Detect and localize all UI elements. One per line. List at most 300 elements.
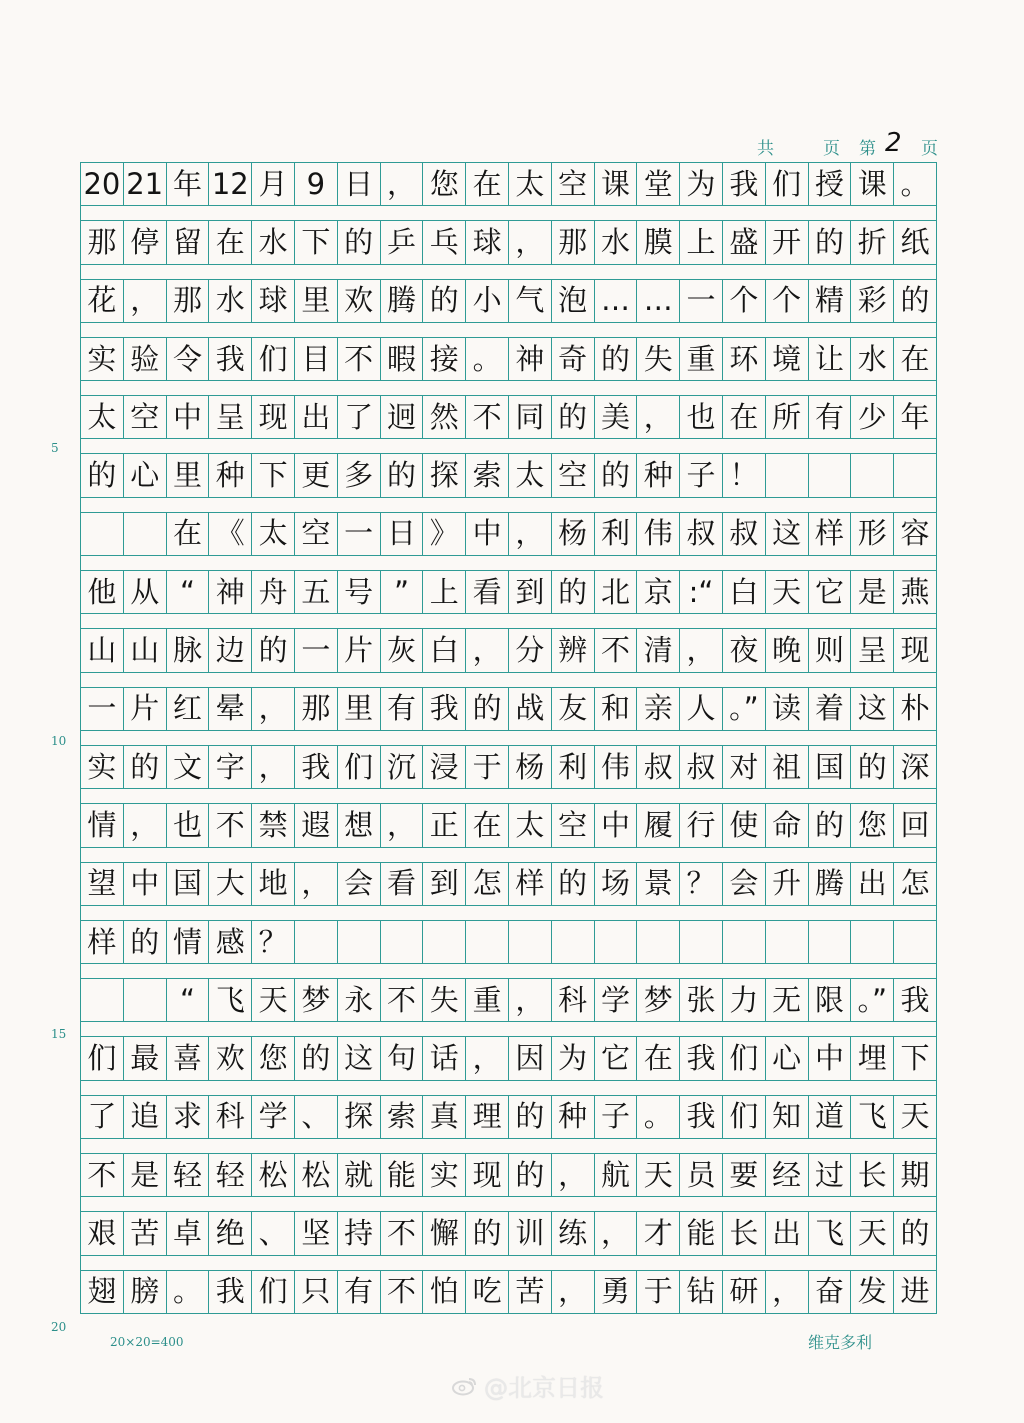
grid-cell: 子 xyxy=(680,454,723,496)
grid-cell: 大 xyxy=(209,863,252,905)
grid-cell: 脉 xyxy=(167,629,210,671)
grid-cell: 学 xyxy=(595,979,638,1021)
grid-cell: 会 xyxy=(723,863,766,905)
grid-cell: 的 xyxy=(809,221,852,263)
weibo-icon xyxy=(452,1376,478,1396)
grid-cell xyxy=(809,921,852,963)
grid-cell: 情 xyxy=(167,921,210,963)
grid-cell: 要 xyxy=(723,1154,766,1196)
grid-cell: 行 xyxy=(680,804,723,846)
grid-cell: 研 xyxy=(723,1271,766,1313)
row-gap xyxy=(80,906,937,920)
grid-cell: 景 xyxy=(637,863,680,905)
grid-cell: 我 xyxy=(723,163,766,205)
grid-cell: 和 xyxy=(595,688,638,730)
grid-cell: 这 xyxy=(338,1037,381,1079)
grid-cell: 中 xyxy=(809,1037,852,1079)
grid-cell: 样 xyxy=(809,513,852,555)
grid-row xyxy=(80,862,937,906)
grid-cell: 接 xyxy=(423,338,466,380)
grid-cell: 战 xyxy=(509,688,552,730)
grid-cell: 练 xyxy=(552,1212,595,1254)
grid-cell: 了 xyxy=(338,396,381,438)
grid-cell xyxy=(381,921,424,963)
brand-label: 维克多利 xyxy=(808,1333,873,1352)
grid-cell: 有 xyxy=(381,688,424,730)
grid-cell: 心 xyxy=(766,1037,809,1079)
grid-cell: ” xyxy=(381,571,424,613)
row-gap xyxy=(80,381,937,395)
grid-cell: 为 xyxy=(680,163,723,205)
grid-cell: 21 xyxy=(124,163,167,205)
grid-cell: 的 xyxy=(295,1037,338,1079)
grid-cell: 上 xyxy=(680,221,723,263)
grid-cell: 感 xyxy=(209,921,252,963)
grid-cell: 奋 xyxy=(809,1271,852,1313)
grid-cell: 神 xyxy=(509,338,552,380)
grid-cell: 让 xyxy=(809,338,852,380)
grid-cell: 中 xyxy=(466,513,509,555)
grid-cell: ， xyxy=(381,163,424,205)
grid-cell: 里 xyxy=(295,280,338,322)
grid-cell: 苦 xyxy=(509,1271,552,1313)
grid-cell: 艰 xyxy=(81,1212,124,1254)
grid-cell: 们 xyxy=(766,163,809,205)
grid-cell: 国 xyxy=(809,746,852,788)
grid-cell: 停 xyxy=(124,221,167,263)
grid-cell: 您 xyxy=(851,804,894,846)
grid-cell: ， xyxy=(552,1271,595,1313)
grid-cell: 白 xyxy=(723,571,766,613)
grid-cell: 日 xyxy=(381,513,424,555)
grid-cell: 也 xyxy=(167,804,210,846)
grid-cell: 梦 xyxy=(295,979,338,1021)
row-gap xyxy=(80,439,937,453)
total-label: 共 xyxy=(757,139,774,159)
grid-cell xyxy=(851,921,894,963)
grid-cell: 则 xyxy=(809,629,852,671)
row-gap xyxy=(80,789,937,803)
line-number-15: 15 xyxy=(51,1027,67,1041)
grid-cell: 令 xyxy=(167,338,210,380)
grid-cell: “ xyxy=(167,571,210,613)
grid-cell: 叔 xyxy=(723,513,766,555)
grid-cell: 长 xyxy=(723,1212,766,1254)
grid-row xyxy=(80,337,937,381)
grid-cell: 在 xyxy=(167,513,210,555)
grid-cell: 的 xyxy=(381,454,424,496)
grid-cell: 9 xyxy=(295,163,338,205)
grid-cell xyxy=(894,454,937,496)
grid-cell: 验 xyxy=(124,338,167,380)
grid-cell: 埋 xyxy=(851,1037,894,1079)
grid-cell xyxy=(851,454,894,496)
grid-cell: ？ xyxy=(252,921,295,963)
grid-cell: 使 xyxy=(723,804,766,846)
row-gap xyxy=(80,673,937,687)
grid-cell: 堂 xyxy=(637,163,680,205)
grid-cell: 的 xyxy=(509,1154,552,1196)
grid-cell: 彩 xyxy=(851,280,894,322)
grid-cell: 探 xyxy=(423,454,466,496)
grid-cell: 他 xyxy=(81,571,124,613)
grid-cell: 松 xyxy=(295,1154,338,1196)
grid-row xyxy=(80,279,937,323)
row-gap xyxy=(80,206,937,220)
grid-cell: 太 xyxy=(509,454,552,496)
grid-cell: 友 xyxy=(552,688,595,730)
grid-cell: 舟 xyxy=(252,571,295,613)
grid-cell: 字 xyxy=(209,746,252,788)
grid-cell: ， xyxy=(466,629,509,671)
grid-cell: 深 xyxy=(894,746,937,788)
grid-cell: 盛 xyxy=(723,221,766,263)
grid-cell: 最 xyxy=(124,1037,167,1079)
grid-cell: 留 xyxy=(167,221,210,263)
line-number-10: 10 xyxy=(51,734,67,748)
grid-cell: 实 xyxy=(423,1154,466,1196)
grid-cell: 真 xyxy=(423,1096,466,1138)
grid-cell: 话 xyxy=(423,1037,466,1079)
grid-cell: 想 xyxy=(338,804,381,846)
grid-cell: 坚 xyxy=(295,1212,338,1254)
grid-cell: 种 xyxy=(209,454,252,496)
grid-cell: 呈 xyxy=(209,396,252,438)
grid-cell: 不 xyxy=(381,1271,424,1313)
grid-cell: 出 xyxy=(851,863,894,905)
grid-cell: 空 xyxy=(124,396,167,438)
grid-cell: 出 xyxy=(766,1212,809,1254)
grid-cell: ， xyxy=(552,1154,595,1196)
grid-cell: 的 xyxy=(595,454,638,496)
grid-cell: 心 xyxy=(124,454,167,496)
grid-cell: 知 xyxy=(766,1096,809,1138)
grid-cell xyxy=(509,921,552,963)
grid-cell: 轻 xyxy=(209,1154,252,1196)
grid-cell: 年 xyxy=(167,163,210,205)
grid-row xyxy=(80,453,937,497)
grid-cell: 在 xyxy=(466,804,509,846)
grid-cell: 晚 xyxy=(766,629,809,671)
grid-cell: 到 xyxy=(509,571,552,613)
grid-cell: 叔 xyxy=(680,513,723,555)
grid-cell: 在 xyxy=(209,221,252,263)
grid-cell: 。 xyxy=(167,1271,210,1313)
grid-row xyxy=(80,745,937,789)
grid-cell: 科 xyxy=(209,1096,252,1138)
grid-cell: 我 xyxy=(295,746,338,788)
grid-cell: 的 xyxy=(252,629,295,671)
grid-cell: 的 xyxy=(466,688,509,730)
grid-row xyxy=(80,687,937,731)
grid-cell: 12 xyxy=(209,163,252,205)
grid-cell: 了 xyxy=(81,1096,124,1138)
grid-cell: 探 xyxy=(338,1096,381,1138)
grid-cell: ， xyxy=(252,688,295,730)
grid-row xyxy=(80,1036,937,1080)
grid-cell: 空 xyxy=(295,513,338,555)
grid-cell: 科 xyxy=(552,979,595,1021)
grid-cell: 在 xyxy=(894,338,937,380)
grid-cell: 境 xyxy=(766,338,809,380)
grid-cell: 有 xyxy=(809,396,852,438)
grid-cell: 更 xyxy=(295,454,338,496)
grid-cell: 出 xyxy=(295,396,338,438)
grid-cell: 索 xyxy=(466,454,509,496)
grid-cell: 花 xyxy=(81,280,124,322)
grid-cell: 亲 xyxy=(637,688,680,730)
grid-cell: ？ xyxy=(680,863,723,905)
grid-cell: 的 xyxy=(423,280,466,322)
grid-cell: 道 xyxy=(809,1096,852,1138)
grid-cell: 课 xyxy=(595,163,638,205)
grid-row xyxy=(80,628,937,672)
grid-cell: 暇 xyxy=(381,338,424,380)
grid-cell: 梦 xyxy=(637,979,680,1021)
grid-cell: 实 xyxy=(81,746,124,788)
grid-cell: 天 xyxy=(252,979,295,1021)
row-gap xyxy=(80,323,937,337)
grid-cell: 那 xyxy=(81,221,124,263)
grid-cell: 您 xyxy=(252,1037,295,1079)
grid-cell: 中 xyxy=(595,804,638,846)
grid-cell: 一 xyxy=(295,629,338,671)
page-header xyxy=(757,128,947,160)
grid-cell: 下 xyxy=(252,454,295,496)
row-gap xyxy=(80,614,937,628)
row-gap xyxy=(80,1256,937,1270)
grid-cell: 履 xyxy=(637,804,680,846)
grid-cell: 上 xyxy=(423,571,466,613)
grid-cell xyxy=(680,921,723,963)
grid-cell: 浸 xyxy=(423,746,466,788)
grid-cell: 回 xyxy=(894,804,937,846)
grid-cell: 杨 xyxy=(552,513,595,555)
grid-cell: 京 xyxy=(637,571,680,613)
grid-cell: 种 xyxy=(637,454,680,496)
grid-cell: 那 xyxy=(167,280,210,322)
grid-cell: 读 xyxy=(766,688,809,730)
grid-cell: 的 xyxy=(894,280,937,322)
grid-cell: 中 xyxy=(167,396,210,438)
grid-cell: 会 xyxy=(338,863,381,905)
grid-cell: ， xyxy=(766,1271,809,1313)
grid-cell: 命 xyxy=(766,804,809,846)
grid-cell: 我 xyxy=(209,1271,252,1313)
grid-cell: 下 xyxy=(295,221,338,263)
grid-cell: 翅 xyxy=(81,1271,124,1313)
grid-cell: 辨 xyxy=(552,629,595,671)
grid-cell: 追 xyxy=(124,1096,167,1138)
grid-cell: 天 xyxy=(851,1212,894,1254)
grid-cell: 懈 xyxy=(423,1212,466,1254)
grid-cell: 然 xyxy=(423,396,466,438)
grid-cell: 勇 xyxy=(595,1271,638,1313)
grid-cell: 太 xyxy=(252,513,295,555)
grid-cell: 文 xyxy=(167,746,210,788)
row-gap xyxy=(80,964,937,978)
grid-cell xyxy=(423,921,466,963)
row-gap xyxy=(80,731,937,745)
grid-cell: ， xyxy=(509,979,552,1021)
grid-cell: 能 xyxy=(381,1154,424,1196)
grid-cell xyxy=(124,513,167,555)
grid-cell: 泡 xyxy=(552,280,595,322)
grid-cell: 乒 xyxy=(381,221,424,263)
grid-cell: 是 xyxy=(851,571,894,613)
writing-grid xyxy=(80,162,937,1314)
grid-cell: 于 xyxy=(637,1271,680,1313)
grid-cell: 20 xyxy=(81,163,124,205)
grid-cell: 它 xyxy=(595,1037,638,1079)
grid-cell: 轻 xyxy=(167,1154,210,1196)
grid-cell: ， xyxy=(509,513,552,555)
grid-cell: 北 xyxy=(595,571,638,613)
grid-cell: 的 xyxy=(595,338,638,380)
grid-cell: 看 xyxy=(466,571,509,613)
grid-cell: ， xyxy=(252,746,295,788)
grid-cell: 望 xyxy=(81,863,124,905)
grid-cell: ， xyxy=(509,221,552,263)
grid-cell: 的 xyxy=(894,1212,937,1254)
grid-cell: 边 xyxy=(209,629,252,671)
grid-cell: 经 xyxy=(766,1154,809,1196)
grid-cell: 空 xyxy=(552,163,595,205)
grid-cell: 苦 xyxy=(124,1212,167,1254)
grid-cell: 清 xyxy=(637,629,680,671)
grid-cell: 人 xyxy=(680,688,723,730)
grid-cell: 山 xyxy=(81,629,124,671)
grid-cell: 水 xyxy=(851,338,894,380)
grid-cell: 不 xyxy=(466,396,509,438)
grid-cell: 松 xyxy=(252,1154,295,1196)
grid-cell: 员 xyxy=(680,1154,723,1196)
grid-cell: 空 xyxy=(552,454,595,496)
grid-cell: 怎 xyxy=(894,863,937,905)
page-label-2: 第 xyxy=(859,139,876,159)
row-gap xyxy=(80,1139,937,1153)
grid-cell: 训 xyxy=(509,1212,552,1254)
grid-cell: 禁 xyxy=(252,804,295,846)
grid-cell: 五 xyxy=(295,571,338,613)
grid-cell: 场 xyxy=(595,863,638,905)
grid-cell: 看 xyxy=(381,863,424,905)
grid-cell: 从 xyxy=(124,571,167,613)
grid-cell: “ xyxy=(167,979,210,1021)
grid-cell: 持 xyxy=(338,1212,381,1254)
grid-cell: 同 xyxy=(509,396,552,438)
grid-cell: 课 xyxy=(851,163,894,205)
row-gap xyxy=(80,1022,937,1036)
grid-cell: 奇 xyxy=(552,338,595,380)
grid-cell: 精 xyxy=(809,280,852,322)
grid-cell: 欢 xyxy=(338,280,381,322)
grid-cell: 片 xyxy=(338,629,381,671)
grid-cell: 那 xyxy=(552,221,595,263)
grid-cell: ， xyxy=(595,1212,638,1254)
grid-cell: 它 xyxy=(809,571,852,613)
grid-cell: 形 xyxy=(851,513,894,555)
watermark xyxy=(452,1368,604,1403)
grid-cell xyxy=(766,921,809,963)
grid-cell: 小 xyxy=(466,280,509,322)
grid-cell: 的 xyxy=(466,1212,509,1254)
grid-cell: 少 xyxy=(851,396,894,438)
grid-cell: 才 xyxy=(637,1212,680,1254)
grid-cell: 实 xyxy=(81,338,124,380)
grid-cell: 这 xyxy=(851,688,894,730)
grid-cell: 正 xyxy=(423,804,466,846)
grid-cell: :“ xyxy=(680,571,723,613)
grid-cell: ， xyxy=(466,1037,509,1079)
grid-cell: 我 xyxy=(680,1037,723,1079)
grid-cell: 重 xyxy=(466,979,509,1021)
grid-cell: 乓 xyxy=(423,221,466,263)
grid-row xyxy=(80,803,937,847)
grid-cell: 我 xyxy=(894,979,937,1021)
grid-cell: 的 xyxy=(851,746,894,788)
grid-cell: 年 xyxy=(894,396,937,438)
grid-cell: 怎 xyxy=(466,863,509,905)
grid-cell: 。 xyxy=(637,1096,680,1138)
grid-cell: 您 xyxy=(423,163,466,205)
grid-cell: 无 xyxy=(766,979,809,1021)
grid-cell: 也 xyxy=(680,396,723,438)
grid-cell: 那 xyxy=(295,688,338,730)
grid-cell: 因 xyxy=(509,1037,552,1079)
grid-cell: 朴 xyxy=(894,688,937,730)
grid-cell: ， xyxy=(124,280,167,322)
grid-cell: 不 xyxy=(381,979,424,1021)
grid-cell: 有 xyxy=(338,1271,381,1313)
grid-cell: 对 xyxy=(723,746,766,788)
grid-cell: 水 xyxy=(252,221,295,263)
grid-cell: 的 xyxy=(552,863,595,905)
grid-cell xyxy=(81,979,124,1021)
grid-cell: 句 xyxy=(381,1037,424,1079)
grid-cell: 在 xyxy=(466,163,509,205)
grid-cell: 日 xyxy=(338,163,381,205)
grid-cell: 叔 xyxy=(680,746,723,788)
grid-cell: 一 xyxy=(338,513,381,555)
grid-cell: 情 xyxy=(81,804,124,846)
grid-cell: 红 xyxy=(167,688,210,730)
grid-cell: 多 xyxy=(338,454,381,496)
grid-cell: 伟 xyxy=(595,746,638,788)
grid-cell: … xyxy=(595,280,638,322)
grid-cell: 现 xyxy=(466,1154,509,1196)
grid-cell: 力 xyxy=(723,979,766,1021)
grid-cell: 空 xyxy=(552,804,595,846)
grid-cell: 利 xyxy=(552,746,595,788)
grid-cell: 膜 xyxy=(637,221,680,263)
grid-cell: 伟 xyxy=(637,513,680,555)
grid-cell: ， xyxy=(295,863,338,905)
grid-cell: 飞 xyxy=(809,1212,852,1254)
grid-cell: 们 xyxy=(723,1037,766,1079)
page-label-3: 页 xyxy=(921,139,938,159)
grid-cell: 航 xyxy=(595,1154,638,1196)
grid-cell: 限 xyxy=(809,979,852,1021)
grid-cell: 重 xyxy=(680,338,723,380)
grid-cell: 钻 xyxy=(680,1271,723,1313)
grid-cell: 膀 xyxy=(124,1271,167,1313)
grid-cell: 们 xyxy=(252,1271,295,1313)
grid-cell: 怕 xyxy=(423,1271,466,1313)
grid-row xyxy=(80,1270,937,1314)
grid-cell: 气 xyxy=(509,280,552,322)
grid-cell: 一 xyxy=(680,280,723,322)
